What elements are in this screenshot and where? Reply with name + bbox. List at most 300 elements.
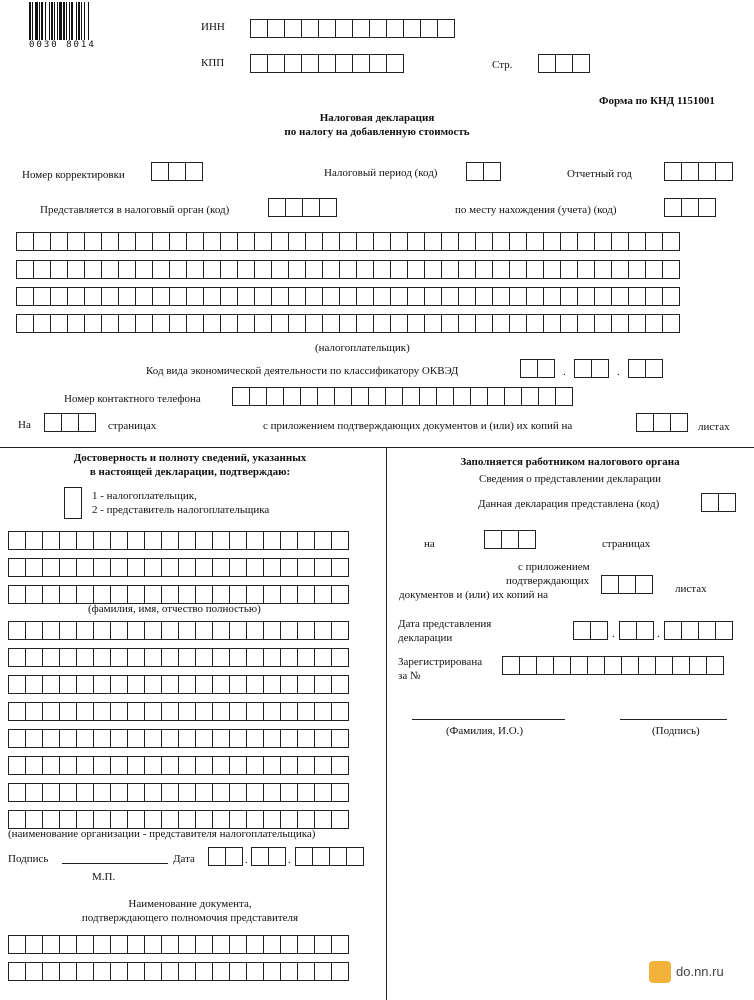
input-cell[interactable] bbox=[229, 675, 247, 694]
input-cell[interactable] bbox=[25, 648, 43, 667]
input-cell[interactable] bbox=[212, 783, 230, 802]
input-cell[interactable] bbox=[526, 232, 544, 251]
input-cell[interactable] bbox=[203, 287, 221, 306]
input-cell[interactable] bbox=[453, 387, 471, 406]
input-cell[interactable] bbox=[305, 287, 323, 306]
input-cell[interactable] bbox=[76, 621, 94, 640]
input-cell[interactable] bbox=[67, 232, 85, 251]
input-cell[interactable] bbox=[212, 585, 230, 604]
input-cell[interactable] bbox=[212, 729, 230, 748]
submitted-code-cells[interactable] bbox=[701, 493, 735, 512]
input-cell[interactable] bbox=[246, 558, 264, 577]
input-cell[interactable] bbox=[271, 260, 289, 279]
input-cell[interactable] bbox=[577, 232, 595, 251]
input-cell[interactable] bbox=[169, 287, 187, 306]
input-cell[interactable] bbox=[50, 232, 68, 251]
input-cell[interactable] bbox=[526, 287, 544, 306]
taxpayer-row[interactable] bbox=[16, 314, 679, 333]
fio-row[interactable] bbox=[8, 585, 348, 604]
input-cell[interactable] bbox=[168, 162, 186, 181]
input-cell[interactable] bbox=[110, 962, 128, 981]
input-cell[interactable] bbox=[93, 648, 111, 667]
input-cell[interactable] bbox=[492, 287, 510, 306]
input-cell[interactable] bbox=[250, 19, 268, 38]
org-row[interactable] bbox=[8, 648, 348, 667]
submission-year-cells[interactable] bbox=[664, 621, 732, 640]
input-cell[interactable] bbox=[441, 260, 459, 279]
input-cell[interactable] bbox=[59, 675, 77, 694]
input-cell[interactable] bbox=[178, 810, 196, 829]
input-cell[interactable] bbox=[543, 260, 561, 279]
input-cell[interactable] bbox=[246, 810, 264, 829]
submission-month-cells[interactable] bbox=[619, 621, 653, 640]
input-cell[interactable] bbox=[246, 935, 264, 954]
submission-day-cells[interactable] bbox=[573, 621, 607, 640]
input-cell[interactable] bbox=[297, 935, 315, 954]
input-cell[interactable] bbox=[84, 260, 102, 279]
input-cell[interactable] bbox=[331, 729, 349, 748]
input-cell[interactable] bbox=[295, 847, 313, 866]
fio-row[interactable] bbox=[8, 531, 348, 550]
input-cell[interactable] bbox=[373, 287, 391, 306]
input-cell[interactable] bbox=[25, 702, 43, 721]
input-cell[interactable] bbox=[553, 656, 571, 675]
input-cell[interactable] bbox=[42, 531, 60, 550]
input-cell[interactable] bbox=[574, 359, 592, 378]
input-cell[interactable] bbox=[509, 314, 527, 333]
okved-cells-1[interactable] bbox=[520, 359, 554, 378]
input-cell[interactable] bbox=[331, 648, 349, 667]
input-cell[interactable] bbox=[195, 810, 213, 829]
input-cell[interactable] bbox=[283, 387, 301, 406]
input-cell[interactable] bbox=[280, 702, 298, 721]
okved-cells-2[interactable] bbox=[574, 359, 608, 378]
input-cell[interactable] bbox=[76, 648, 94, 667]
input-cell[interactable] bbox=[628, 314, 646, 333]
input-cell[interactable] bbox=[331, 585, 349, 604]
input-cell[interactable] bbox=[135, 287, 153, 306]
input-cell[interactable] bbox=[594, 287, 612, 306]
taxpayer-row[interactable] bbox=[16, 260, 679, 279]
input-cell[interactable] bbox=[59, 756, 77, 775]
pages-cells[interactable] bbox=[44, 413, 95, 432]
input-cell[interactable] bbox=[25, 621, 43, 640]
input-cell[interactable] bbox=[301, 54, 319, 73]
input-cell[interactable] bbox=[263, 810, 281, 829]
input-cell[interactable] bbox=[314, 585, 332, 604]
input-cell[interactable] bbox=[144, 935, 162, 954]
input-cell[interactable] bbox=[195, 585, 213, 604]
input-cell[interactable] bbox=[195, 558, 213, 577]
input-cell[interactable] bbox=[280, 810, 298, 829]
input-cell[interactable] bbox=[203, 232, 221, 251]
input-cell[interactable] bbox=[161, 558, 179, 577]
input-cell[interactable] bbox=[628, 260, 646, 279]
input-cell[interactable] bbox=[458, 287, 476, 306]
input-cell[interactable] bbox=[509, 287, 527, 306]
input-cell[interactable] bbox=[67, 260, 85, 279]
input-cell[interactable] bbox=[424, 287, 442, 306]
input-cell[interactable] bbox=[317, 387, 335, 406]
input-cell[interactable] bbox=[390, 260, 408, 279]
input-cell[interactable] bbox=[78, 413, 96, 432]
input-cell[interactable] bbox=[543, 287, 561, 306]
input-cell[interactable] bbox=[42, 621, 60, 640]
input-cell[interactable] bbox=[246, 783, 264, 802]
input-cell[interactable] bbox=[672, 656, 690, 675]
input-cell[interactable] bbox=[373, 260, 391, 279]
input-cell[interactable] bbox=[144, 675, 162, 694]
input-cell[interactable] bbox=[152, 314, 170, 333]
input-cell[interactable] bbox=[297, 756, 315, 775]
input-cell[interactable] bbox=[458, 260, 476, 279]
input-cell[interactable] bbox=[638, 656, 656, 675]
input-cell[interactable] bbox=[50, 314, 68, 333]
input-cell[interactable] bbox=[662, 260, 680, 279]
input-cell[interactable] bbox=[16, 314, 34, 333]
input-cell[interactable] bbox=[339, 287, 357, 306]
input-cell[interactable] bbox=[645, 359, 663, 378]
input-cell[interactable] bbox=[225, 847, 243, 866]
input-cell[interactable] bbox=[314, 962, 332, 981]
input-cell[interactable] bbox=[59, 702, 77, 721]
input-cell[interactable] bbox=[195, 935, 213, 954]
input-cell[interactable] bbox=[331, 702, 349, 721]
input-cell[interactable] bbox=[127, 675, 145, 694]
input-cell[interactable] bbox=[314, 783, 332, 802]
input-cell[interactable] bbox=[288, 232, 306, 251]
input-cell[interactable] bbox=[229, 648, 247, 667]
okved-cells-3[interactable] bbox=[628, 359, 662, 378]
input-cell[interactable] bbox=[715, 162, 733, 181]
input-cell[interactable] bbox=[314, 675, 332, 694]
input-cell[interactable] bbox=[25, 783, 43, 802]
input-cell[interactable] bbox=[280, 783, 298, 802]
input-cell[interactable] bbox=[186, 260, 204, 279]
input-cell[interactable] bbox=[246, 531, 264, 550]
input-cell[interactable] bbox=[587, 656, 605, 675]
input-cell[interactable] bbox=[689, 656, 707, 675]
input-cell[interactable] bbox=[144, 810, 162, 829]
input-cell[interactable] bbox=[263, 621, 281, 640]
input-cell[interactable] bbox=[33, 314, 51, 333]
input-cell[interactable] bbox=[84, 232, 102, 251]
input-cell[interactable] bbox=[271, 314, 289, 333]
input-cell[interactable] bbox=[577, 314, 595, 333]
input-cell[interactable] bbox=[195, 621, 213, 640]
input-cell[interactable] bbox=[280, 585, 298, 604]
input-cell[interactable] bbox=[229, 962, 247, 981]
inn-cells[interactable] bbox=[250, 19, 454, 38]
input-cell[interactable] bbox=[312, 847, 330, 866]
input-cell[interactable] bbox=[8, 702, 26, 721]
input-cell[interactable] bbox=[331, 531, 349, 550]
signature-line[interactable] bbox=[62, 863, 168, 864]
input-cell[interactable] bbox=[195, 962, 213, 981]
input-cell[interactable] bbox=[50, 260, 68, 279]
input-cell[interactable] bbox=[144, 783, 162, 802]
input-cell[interactable] bbox=[346, 847, 364, 866]
input-cell[interactable] bbox=[402, 387, 420, 406]
input-cell[interactable] bbox=[271, 232, 289, 251]
input-cell[interactable] bbox=[314, 558, 332, 577]
input-cell[interactable] bbox=[369, 19, 387, 38]
input-cell[interactable] bbox=[263, 702, 281, 721]
input-cell[interactable] bbox=[212, 935, 230, 954]
input-cell[interactable] bbox=[229, 935, 247, 954]
input-cell[interactable] bbox=[229, 729, 247, 748]
input-cell[interactable] bbox=[246, 756, 264, 775]
input-cell[interactable] bbox=[144, 962, 162, 981]
input-cell[interactable] bbox=[319, 198, 337, 217]
input-cell[interactable] bbox=[339, 314, 357, 333]
input-cell[interactable] bbox=[483, 162, 501, 181]
input-cell[interactable] bbox=[93, 810, 111, 829]
input-cell[interactable] bbox=[573, 621, 591, 640]
kpp-cells[interactable] bbox=[250, 54, 403, 73]
input-cell[interactable] bbox=[178, 531, 196, 550]
input-cell[interactable] bbox=[475, 287, 493, 306]
input-cell[interactable] bbox=[263, 756, 281, 775]
input-cell[interactable] bbox=[61, 413, 79, 432]
input-cell[interactable] bbox=[572, 54, 590, 73]
input-cell[interactable] bbox=[436, 387, 454, 406]
input-cell[interactable] bbox=[246, 675, 264, 694]
input-cell[interactable] bbox=[475, 314, 493, 333]
input-cell[interactable] bbox=[127, 621, 145, 640]
input-cell[interactable] bbox=[718, 493, 736, 512]
input-cell[interactable] bbox=[33, 287, 51, 306]
input-cell[interactable] bbox=[144, 585, 162, 604]
document-row[interactable] bbox=[8, 962, 348, 981]
input-cell[interactable] bbox=[186, 314, 204, 333]
input-cell[interactable] bbox=[135, 232, 153, 251]
input-cell[interactable] bbox=[322, 260, 340, 279]
input-cell[interactable] bbox=[144, 531, 162, 550]
input-cell[interactable] bbox=[16, 287, 34, 306]
input-cell[interactable] bbox=[331, 621, 349, 640]
org-row[interactable] bbox=[8, 621, 348, 640]
input-cell[interactable] bbox=[301, 19, 319, 38]
input-cell[interactable] bbox=[237, 287, 255, 306]
input-cell[interactable] bbox=[458, 232, 476, 251]
input-cell[interactable] bbox=[670, 413, 688, 432]
input-cell[interactable] bbox=[385, 387, 403, 406]
input-cell[interactable] bbox=[25, 756, 43, 775]
input-cell[interactable] bbox=[706, 656, 724, 675]
input-cell[interactable] bbox=[229, 756, 247, 775]
input-cell[interactable] bbox=[484, 530, 502, 549]
input-cell[interactable] bbox=[161, 756, 179, 775]
input-cell[interactable] bbox=[144, 756, 162, 775]
input-cell[interactable] bbox=[492, 260, 510, 279]
input-cell[interactable] bbox=[178, 558, 196, 577]
input-cell[interactable] bbox=[611, 260, 629, 279]
input-cell[interactable] bbox=[16, 260, 34, 279]
input-cell[interactable] bbox=[373, 232, 391, 251]
input-cell[interactable] bbox=[8, 729, 26, 748]
input-cell[interactable] bbox=[288, 314, 306, 333]
input-cell[interactable] bbox=[185, 162, 203, 181]
input-cell[interactable] bbox=[407, 232, 425, 251]
input-cell[interactable] bbox=[662, 314, 680, 333]
input-cell[interactable] bbox=[212, 702, 230, 721]
input-cell[interactable] bbox=[8, 962, 26, 981]
sheets-cells[interactable] bbox=[636, 413, 687, 432]
input-cell[interactable] bbox=[386, 54, 404, 73]
date-month-cells[interactable] bbox=[251, 847, 285, 866]
input-cell[interactable] bbox=[118, 314, 136, 333]
input-cell[interactable] bbox=[161, 585, 179, 604]
input-cell[interactable] bbox=[220, 232, 238, 251]
input-cell[interactable] bbox=[470, 387, 488, 406]
input-cell[interactable] bbox=[59, 648, 77, 667]
input-cell[interactable] bbox=[280, 648, 298, 667]
input-cell[interactable] bbox=[203, 260, 221, 279]
input-cell[interactable] bbox=[118, 260, 136, 279]
input-cell[interactable] bbox=[664, 162, 682, 181]
org-row[interactable] bbox=[8, 756, 348, 775]
input-cell[interactable] bbox=[195, 756, 213, 775]
input-cell[interactable] bbox=[715, 621, 733, 640]
input-cell[interactable] bbox=[441, 232, 459, 251]
input-cell[interactable] bbox=[110, 935, 128, 954]
input-cell[interactable] bbox=[186, 287, 204, 306]
input-cell[interactable] bbox=[246, 621, 264, 640]
input-cell[interactable] bbox=[33, 260, 51, 279]
input-cell[interactable] bbox=[280, 621, 298, 640]
input-cell[interactable] bbox=[101, 232, 119, 251]
input-cell[interactable] bbox=[229, 558, 247, 577]
input-cell[interactable] bbox=[76, 756, 94, 775]
input-cell[interactable] bbox=[331, 810, 349, 829]
input-cell[interactable] bbox=[144, 729, 162, 748]
input-cell[interactable] bbox=[555, 54, 573, 73]
input-cell[interactable] bbox=[178, 783, 196, 802]
office-sheets-cells[interactable] bbox=[601, 575, 652, 594]
input-cell[interactable] bbox=[335, 54, 353, 73]
input-cell[interactable] bbox=[297, 962, 315, 981]
input-cell[interactable] bbox=[263, 558, 281, 577]
input-cell[interactable] bbox=[271, 287, 289, 306]
input-cell[interactable] bbox=[297, 783, 315, 802]
input-cell[interactable] bbox=[246, 729, 264, 748]
input-cell[interactable] bbox=[263, 729, 281, 748]
input-cell[interactable] bbox=[322, 232, 340, 251]
input-cell[interactable] bbox=[135, 260, 153, 279]
input-cell[interactable] bbox=[220, 260, 238, 279]
input-cell[interactable] bbox=[178, 702, 196, 721]
input-cell[interactable] bbox=[25, 810, 43, 829]
input-cell[interactable] bbox=[645, 287, 663, 306]
input-cell[interactable] bbox=[521, 387, 539, 406]
input-cell[interactable] bbox=[314, 810, 332, 829]
input-cell[interactable] bbox=[555, 387, 573, 406]
input-cell[interactable] bbox=[50, 287, 68, 306]
input-cell[interactable] bbox=[110, 729, 128, 748]
input-cell[interactable] bbox=[373, 314, 391, 333]
input-cell[interactable] bbox=[334, 387, 352, 406]
registration-number-cells[interactable] bbox=[502, 656, 723, 675]
input-cell[interactable] bbox=[280, 531, 298, 550]
input-cell[interactable] bbox=[101, 314, 119, 333]
input-cell[interactable] bbox=[178, 729, 196, 748]
input-cell[interactable] bbox=[351, 387, 369, 406]
input-cell[interactable] bbox=[93, 962, 111, 981]
date-day-cells[interactable] bbox=[208, 847, 242, 866]
date-year-cells[interactable] bbox=[295, 847, 363, 866]
input-cell[interactable] bbox=[8, 621, 26, 640]
input-cell[interactable] bbox=[280, 756, 298, 775]
input-cell[interactable] bbox=[76, 585, 94, 604]
input-cell[interactable] bbox=[195, 648, 213, 667]
input-cell[interactable] bbox=[628, 232, 646, 251]
input-cell[interactable] bbox=[212, 810, 230, 829]
input-cell[interactable] bbox=[93, 935, 111, 954]
input-cell[interactable] bbox=[280, 558, 298, 577]
input-cell[interactable] bbox=[390, 314, 408, 333]
input-cell[interactable] bbox=[232, 387, 250, 406]
input-cell[interactable] bbox=[619, 621, 637, 640]
input-cell[interactable] bbox=[250, 54, 268, 73]
taxpayer-row[interactable] bbox=[16, 287, 679, 306]
input-cell[interactable] bbox=[655, 656, 673, 675]
input-cell[interactable] bbox=[161, 935, 179, 954]
input-cell[interactable] bbox=[246, 585, 264, 604]
input-cell[interactable] bbox=[407, 287, 425, 306]
input-cell[interactable] bbox=[254, 260, 272, 279]
org-row[interactable] bbox=[8, 702, 348, 721]
org-row[interactable] bbox=[8, 675, 348, 694]
input-cell[interactable] bbox=[25, 675, 43, 694]
input-cell[interactable] bbox=[8, 756, 26, 775]
input-cell[interactable] bbox=[8, 935, 26, 954]
input-cell[interactable] bbox=[246, 962, 264, 981]
input-cell[interactable] bbox=[601, 575, 619, 594]
input-cell[interactable] bbox=[681, 162, 699, 181]
input-cell[interactable] bbox=[229, 621, 247, 640]
input-cell[interactable] bbox=[237, 314, 255, 333]
input-cell[interactable] bbox=[594, 232, 612, 251]
input-cell[interactable] bbox=[297, 648, 315, 667]
input-cell[interactable] bbox=[263, 675, 281, 694]
input-cell[interactable] bbox=[314, 702, 332, 721]
input-cell[interactable] bbox=[42, 558, 60, 577]
input-cell[interactable] bbox=[251, 847, 269, 866]
input-cell[interactable] bbox=[437, 19, 455, 38]
input-cell[interactable] bbox=[212, 756, 230, 775]
tax-period-cells[interactable] bbox=[466, 162, 500, 181]
input-cell[interactable] bbox=[352, 19, 370, 38]
input-cell[interactable] bbox=[178, 756, 196, 775]
input-cell[interactable] bbox=[458, 314, 476, 333]
input-cell[interactable] bbox=[267, 19, 285, 38]
report-year-cells[interactable] bbox=[664, 162, 732, 181]
input-cell[interactable] bbox=[127, 648, 145, 667]
input-cell[interactable] bbox=[560, 314, 578, 333]
input-cell[interactable] bbox=[502, 656, 520, 675]
input-cell[interactable] bbox=[407, 260, 425, 279]
input-cell[interactable] bbox=[127, 962, 145, 981]
input-cell[interactable] bbox=[331, 558, 349, 577]
input-cell[interactable] bbox=[161, 675, 179, 694]
input-cell[interactable] bbox=[101, 287, 119, 306]
input-cell[interactable] bbox=[76, 558, 94, 577]
input-cell[interactable] bbox=[314, 729, 332, 748]
input-cell[interactable] bbox=[110, 585, 128, 604]
input-cell[interactable] bbox=[229, 702, 247, 721]
input-cell[interactable] bbox=[280, 962, 298, 981]
